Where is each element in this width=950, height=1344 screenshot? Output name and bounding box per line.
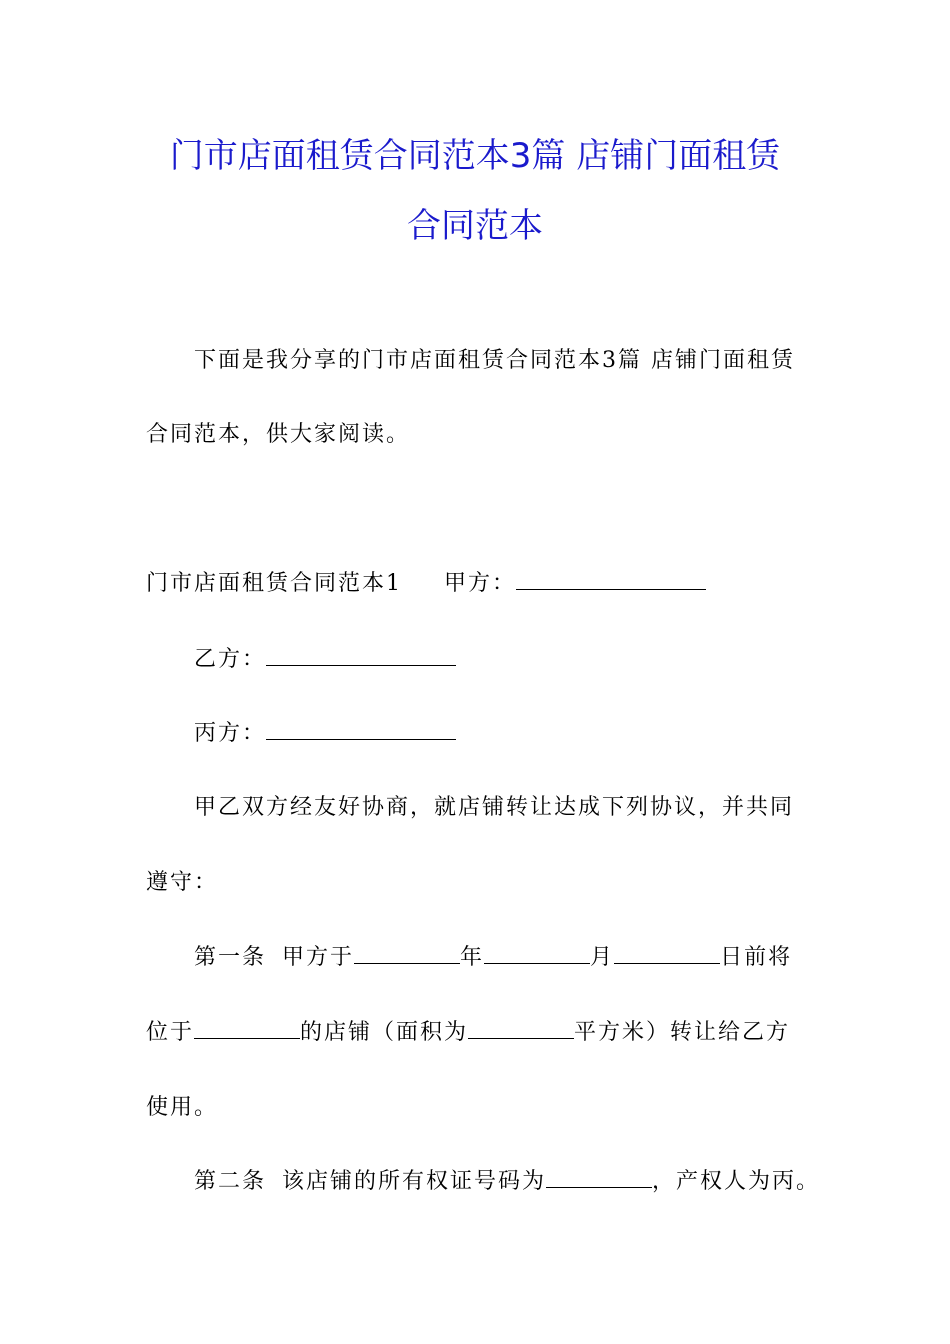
article-1-line-1 bbox=[194, 943, 792, 973]
document-title-line-2: 合同范本 bbox=[407, 206, 543, 246]
article-2-label: 第二条 bbox=[194, 1169, 267, 1194]
article-1-text-a: 甲方于 bbox=[282, 945, 355, 970]
article-1-label: 第一条 bbox=[194, 945, 267, 970]
day-label: 日前将 bbox=[720, 945, 793, 970]
day-blank bbox=[614, 943, 720, 964]
party-c-row bbox=[194, 719, 456, 749]
area-label: 的店铺（面积为 bbox=[300, 1020, 469, 1045]
contract-heading-row bbox=[146, 569, 706, 599]
party-a-label: 甲方： bbox=[444, 571, 517, 596]
party-b-row bbox=[194, 645, 456, 675]
article-2-line-1 bbox=[194, 1167, 820, 1197]
party-a-blank bbox=[516, 569, 706, 590]
certificate-number-blank bbox=[546, 1167, 652, 1188]
party-b-label: 乙方： bbox=[194, 647, 267, 672]
year-label: 年 bbox=[460, 945, 485, 970]
month-label: 月 bbox=[590, 945, 615, 970]
contract-heading: 门市店面租赁合同范本1 bbox=[146, 571, 402, 596]
party-c-label: 丙方： bbox=[194, 721, 267, 746]
article-1-line-2 bbox=[146, 1018, 790, 1048]
article-2-text-a: 该店铺的所有权证号码为 bbox=[282, 1169, 547, 1194]
party-c-blank bbox=[266, 719, 456, 740]
preamble-line-2: 遵守： bbox=[146, 870, 219, 895]
article-1-text-b: 平方米）转让给乙方 bbox=[574, 1020, 791, 1045]
area-blank bbox=[468, 1018, 574, 1039]
party-b-blank bbox=[266, 645, 456, 666]
intro-line-2: 合同范本，供大家阅读。 bbox=[146, 422, 411, 447]
intro-line-1: 下面是我分享的门市店面租赁合同范本3篇 店铺门面租赁 bbox=[194, 348, 795, 373]
document-title-line-1: 门市店面租赁合同范本3篇 店铺门面租赁 bbox=[169, 136, 781, 176]
location-blank bbox=[194, 1018, 300, 1039]
preamble-line-1: 甲乙双方经友好协商，就店铺转让达成下列协议，并共同 bbox=[194, 795, 795, 820]
location-label: 位于 bbox=[146, 1020, 195, 1045]
year-blank bbox=[354, 943, 460, 964]
article-1-line-3: 使用。 bbox=[146, 1095, 219, 1120]
month-blank bbox=[484, 943, 590, 964]
article-2-text-b: ，产权人为丙。 bbox=[652, 1169, 821, 1194]
